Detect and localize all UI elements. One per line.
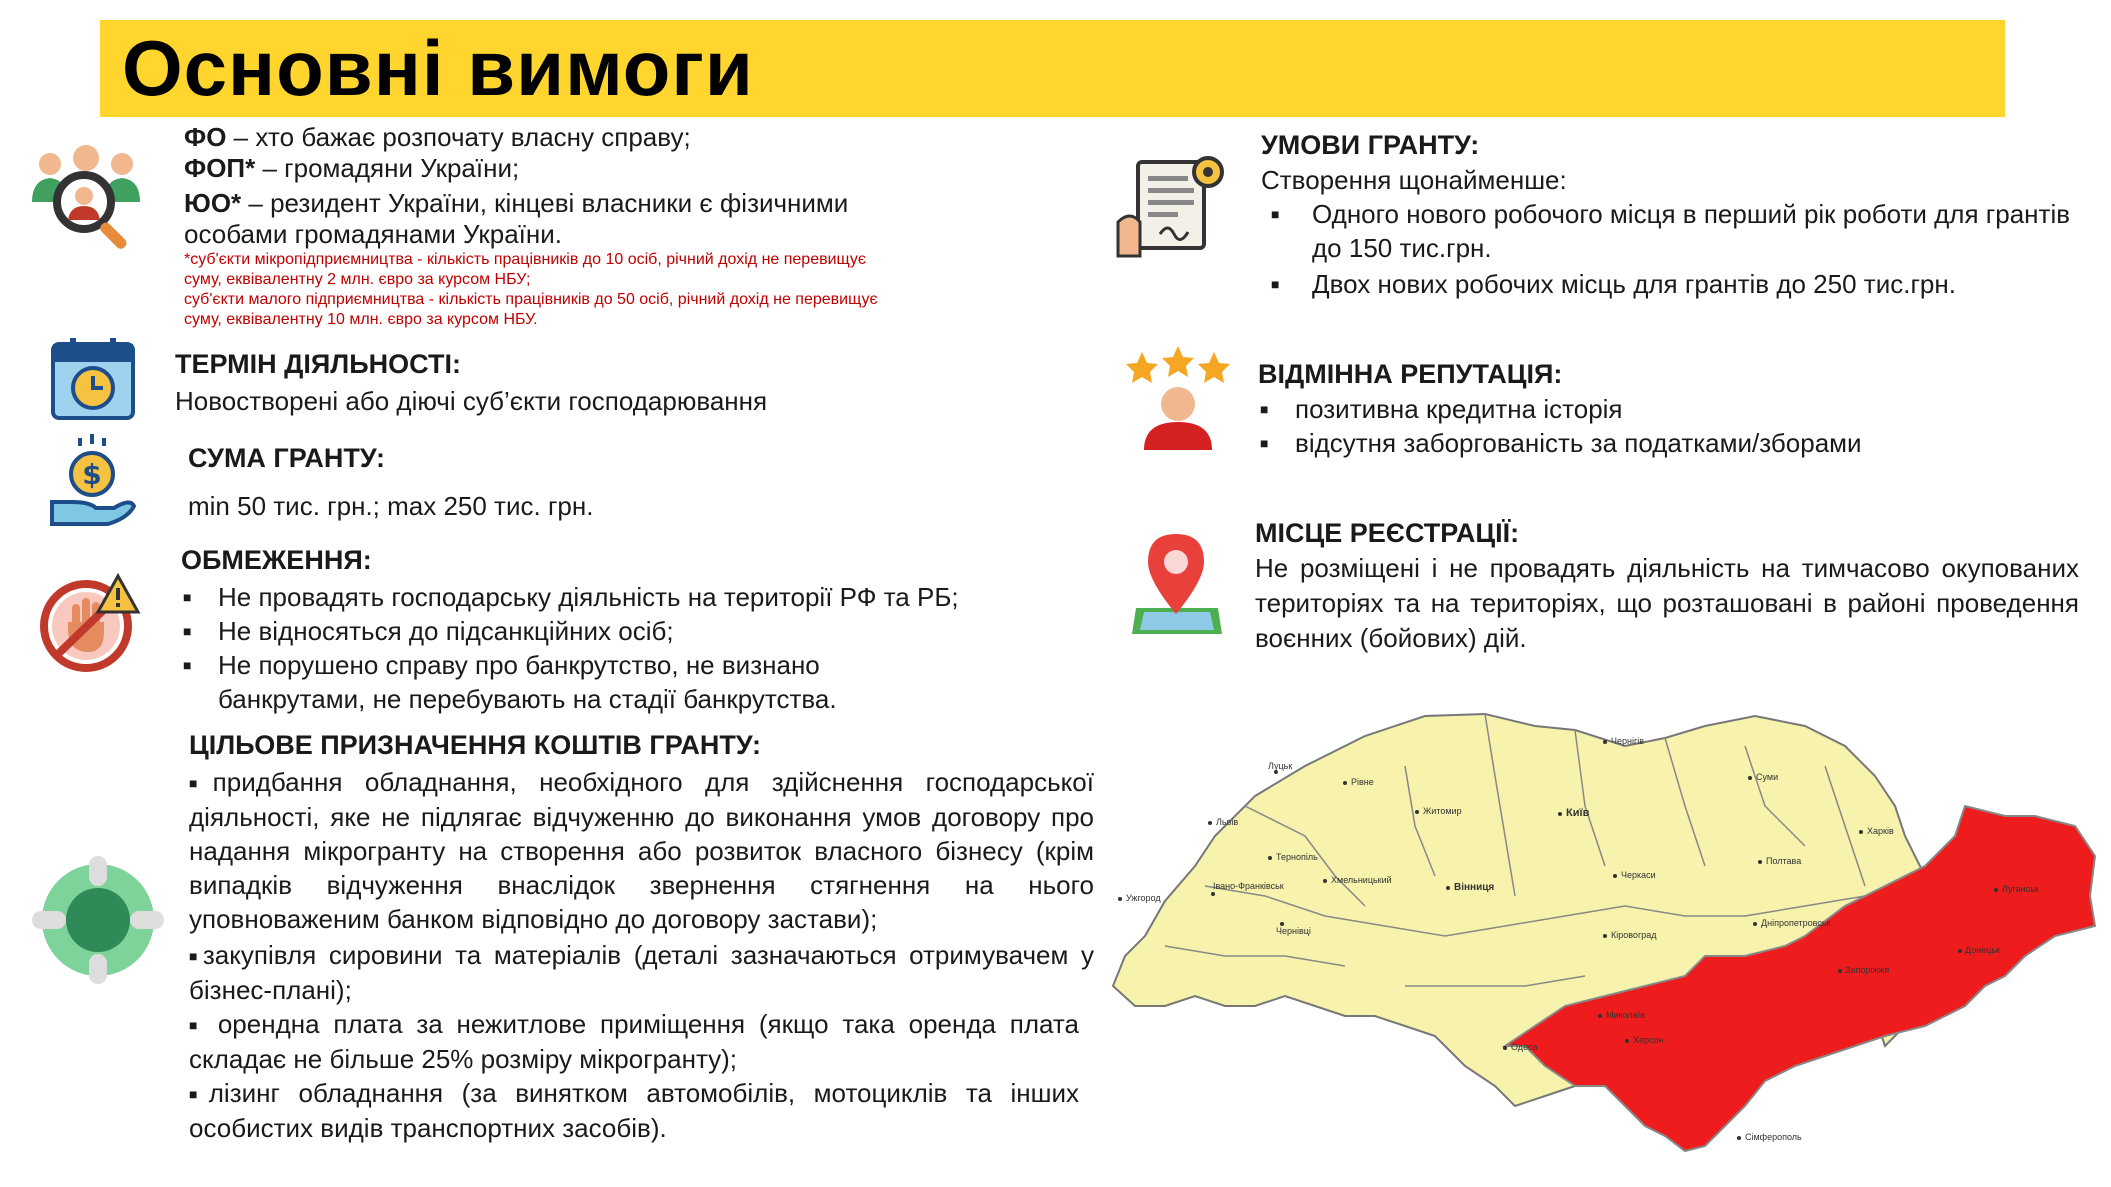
conditions-list: [1261, 197, 2081, 301]
map-label-simferopol: Сімферополь: [1745, 1132, 1802, 1142]
list-item: ■ Одного нового робочого місця в перший рік роботи для грантів до 150 тис.грн.: [1261, 197, 2086, 265]
purpose-item: ■придбання обладнання, необхідного для здійснення господарської діяльності, яке не підлягає відчуженню до виконання умов договору про надання мікрогранту на створення або розвиток власного бізнесу (крім випадків відчуження внаслідок звернення стягнення на нього уповноваженим банком відповідно до договору застави);: [189, 767, 1094, 934]
purpose-item: ■ орендна плата за нежитлове приміщення (якщо така оренда плата складає не більше 25% розміру мікрогранту);: [189, 1009, 1079, 1074]
map-label-zaporizhzhia: Запоріжжя: [1845, 965, 1890, 975]
map-label-dnipropetrovsk: Дніпропетровськ: [1761, 918, 1831, 928]
map-label-odesa: Одеса: [1511, 1042, 1538, 1052]
reputation-stars-icon: [1124, 346, 1232, 452]
restrictions-heading: ОБМЕЖЕННЯ:: [181, 545, 372, 575]
people-search-icon: [30, 140, 142, 260]
map-label-ivano-frankivsk: Івано-Франківськ: [1213, 881, 1284, 891]
page-title: Основні вимоги: [122, 24, 754, 112]
svg-text:$: $: [82, 458, 102, 491]
fop-text: – громадяни України;: [255, 153, 520, 183]
map-label-sumy: Суми: [1756, 772, 1779, 782]
map-label-luhansk: Луганськ: [2002, 884, 2039, 894]
note-line-2: суму, еквівалентну 2 млн. євро за курсом НБУ;: [184, 271, 531, 288]
fo-label: ФО: [184, 122, 227, 152]
list-item: ■ Не відносяться до підсанкційних осіб;: [181, 614, 1081, 648]
reputation-heading: ВІДМІННА РЕПУТАЦІЯ:: [1258, 359, 1563, 389]
yuo-text-2: особами громадянами України.: [184, 219, 562, 249]
applicants-block: [184, 122, 1144, 330]
ukraine-map: [1105, 686, 2105, 1156]
map-label-kropyvnytskyi: Кіровоград: [1611, 930, 1657, 940]
conditions-intro: Створення щонайменше:: [1261, 165, 1567, 195]
map-label-mykolaiv: Миколаїв: [1606, 1010, 1645, 1020]
map-label-lviv: Львів: [1216, 817, 1239, 827]
registration-heading: МІСЦЕ РЕЄСТРАЦІЇ:: [1255, 518, 1520, 548]
target-icon: [32, 856, 168, 984]
purpose-item: ■лізинг обладнання (за винятком автомобілів, мотоциклів та інших особистих видів транспортних засобів).: [189, 1078, 1079, 1143]
purpose-heading: ЦІЛЬОВЕ ПРИЗНАЧЕННЯ КОШТІВ ГРАНТУ:: [189, 730, 761, 760]
term-text: Новостворені або діючі суб’єкти господарювання: [175, 386, 768, 416]
list-item: ■ Не порушено справу про банкрутство, не визнано банкрутами, не перебувають на стадії банкрутства.: [181, 648, 901, 716]
registration-text: Не розміщені і не провадять діяльність на тимчасово окупованих територіях та на територіях, що розташовані в районі проведення воєнних (бойових) дій.: [1255, 553, 2079, 653]
map-label-lutsk: Луцьк: [1268, 761, 1293, 771]
map-label-chernihiv: Чернігів: [1611, 736, 1645, 746]
calendar-clock-icon: [50, 336, 136, 422]
purpose-text: орендна плата за нежитлове приміщення (якщо така оренда плата складає не більше 25% розміру мікрогранту);: [189, 1009, 1079, 1074]
map-label-uzhhorod: Ужгород: [1126, 893, 1161, 903]
stop-hand-icon: [34, 572, 142, 672]
location-pin-icon: [1130, 532, 1224, 636]
conditions-heading: УМОВИ ГРАНТУ:: [1261, 130, 1480, 160]
note-line-3: суб'єкти малого підприємництва - кількість працівників до 50 осіб, річний дохід не перевищує: [184, 291, 878, 308]
purpose-text: закупівля сировини та матеріалів (деталі зазначаються отримувачем у бізнес-плані);: [189, 940, 1094, 1005]
fop-label: ФОП*: [184, 153, 256, 183]
purpose-text: лізинг обладнання (за винятком автомобілів, мотоциклів та інших особистих видів транспортних засобів).: [189, 1078, 1079, 1143]
purpose-text: придбання обладнання, необхідного для здійснення господарської діяльності, яке не підлягає відчуженню до виконання умов договору про надання мікрогранту на створення або розвиток власного бізнесу (крім випадків відчуження внаслідок звернення стягнення на нього уповноваженим банком відповідно до договору застави);: [189, 767, 1094, 934]
term-heading: ТЕРМІН ДІЯЛЬНОСТІ:: [175, 349, 461, 379]
map-label-kherson: Херсон: [1633, 1035, 1664, 1045]
map-label-donetsk: Донецьк: [1965, 945, 2000, 955]
list-item: ■ позитивна кредитна історія: [1258, 392, 2078, 426]
fo-text: – хто бажає розпочату власну справу;: [226, 122, 691, 152]
map-label-cherkasy: Черкаси: [1621, 870, 1656, 880]
map-label-rivne: Рівне: [1351, 777, 1374, 787]
map-label-kharkiv: Харків: [1867, 826, 1894, 836]
map-label-chernivtsi: Чернівці: [1276, 926, 1311, 936]
amount-text: min 50 тис. грн.; max 250 тис. грн.: [188, 491, 594, 521]
restrictions-list: [181, 580, 1081, 716]
yuo-text-1: – резидент України, кінцеві власники є фізичними: [241, 188, 849, 218]
map-label-kyiv: Київ: [1566, 807, 1590, 819]
note-line-1: *суб'єкти мікропідприємництва - кількість працівників до 10 осіб, річний дохід не перевищує: [184, 251, 867, 268]
map-label-zhytomyr: Житомир: [1423, 806, 1462, 816]
reputation-list: [1258, 392, 2078, 460]
map-label-ternopil: Тернопіль: [1276, 852, 1318, 862]
money-hand-icon: [50, 432, 136, 530]
title-bar: [100, 20, 2005, 117]
purpose-item: ■закупівля сировини та матеріалів (деталі зазначаються отримувачем у бізнес-плані);: [189, 940, 1094, 1005]
contract-icon: [1116, 152, 1228, 262]
list-item: ■ Двох нових робочих місць для грантів до 250 тис.грн.: [1261, 267, 2081, 301]
note-line-4: суму, еквівалентну 10 млн. євро за курсом НБУ.: [184, 311, 538, 328]
list-item: ■ відсутня заборгованість за податками/зборами: [1258, 426, 2078, 460]
yuo-label: ЮО*: [184, 188, 242, 218]
list-item: ■ Не провадять господарську діяльність на території РФ та РБ;: [181, 580, 1081, 614]
map-label-poltava: Полтава: [1766, 856, 1802, 866]
map-label-vinnytsia: Вінниця: [1454, 882, 1495, 893]
amount-heading: СУМА ГРАНТУ:: [188, 443, 385, 473]
map-label-khmelnytskyi: Хмельницький: [1331, 875, 1392, 885]
